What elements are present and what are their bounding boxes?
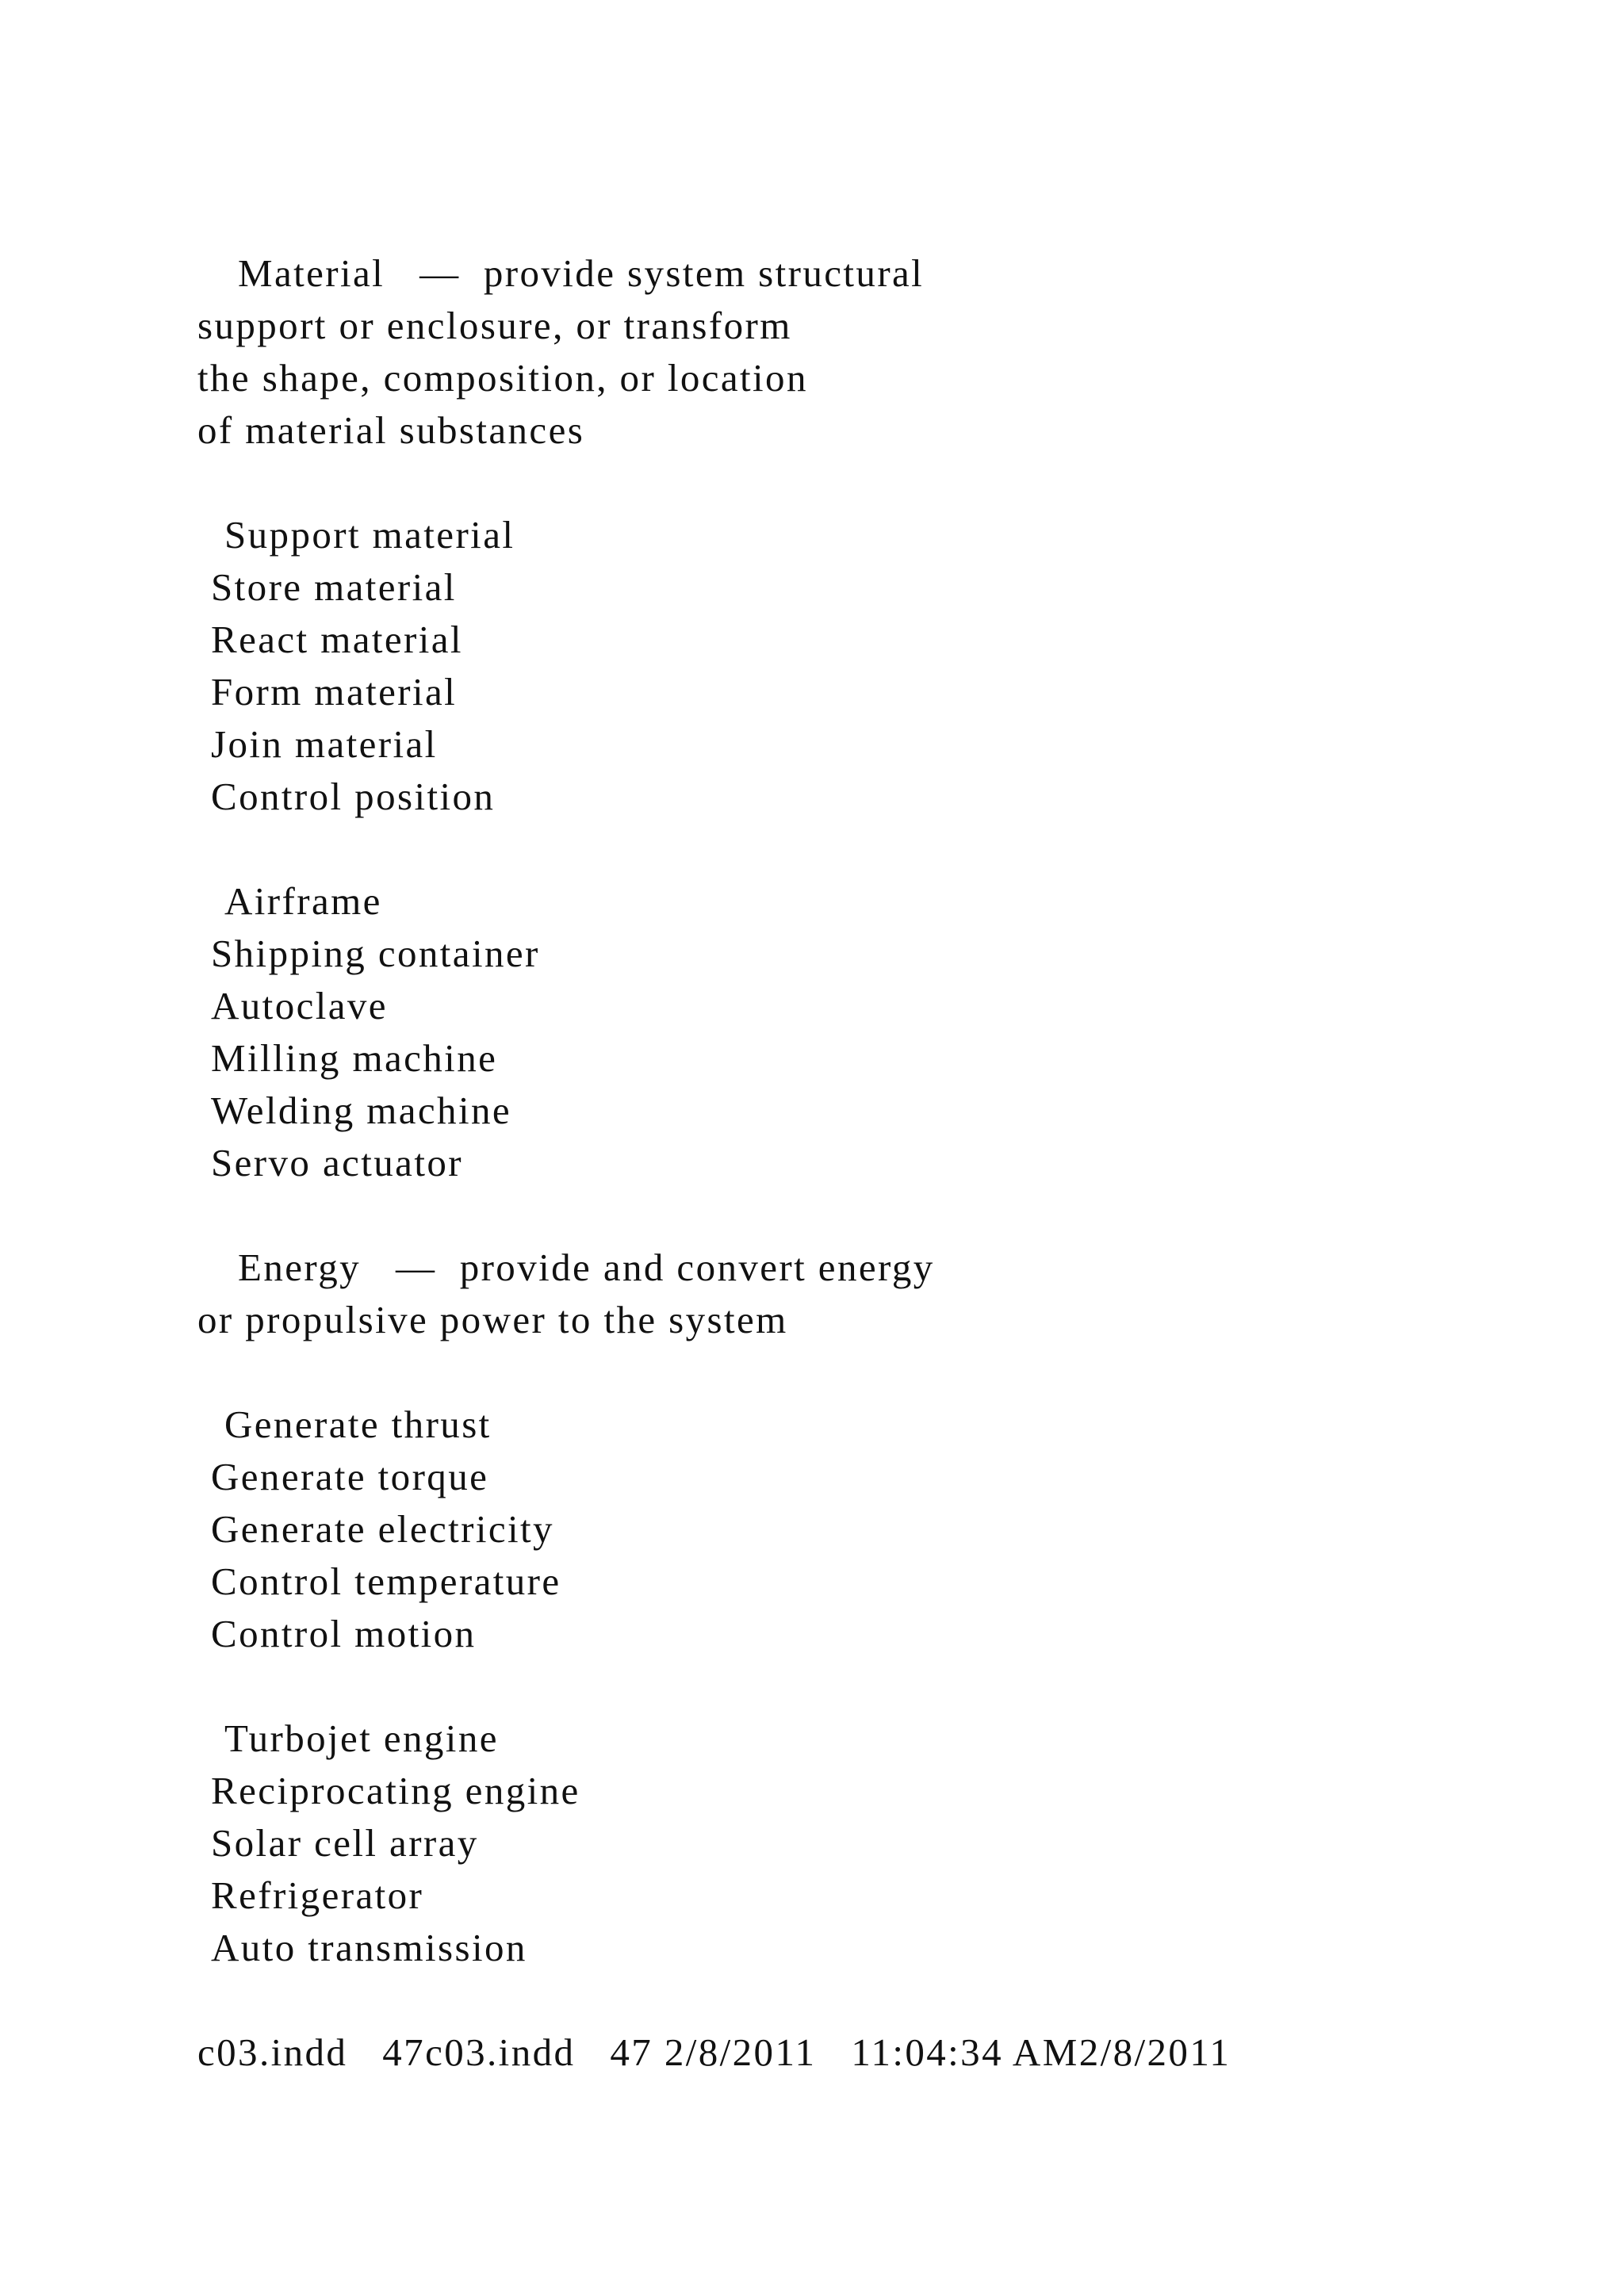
material-function-item: Join material (211, 722, 438, 766)
material-example-item: Milling machine (211, 1036, 498, 1080)
material-example-item: Servo actuator (211, 1141, 463, 1184)
slug-time: 11:04:34 AM (851, 2030, 1079, 2074)
material-example-item: Shipping container (211, 932, 540, 975)
energy-function-item: Generate electricity (211, 1507, 554, 1551)
energy-description-2: or propulsive power to the system (197, 1298, 788, 1341)
energy-function-item: Control temperature (211, 1559, 561, 1603)
slug-filename: c03.indd (425, 2030, 576, 2074)
energy-function-item: Generate torque (211, 1455, 489, 1498)
material-description-3: the shape, composition, or location (197, 356, 808, 400)
material-heading-line (238, 247, 924, 300)
slug-page: 47 (382, 2030, 426, 2074)
energy-function-item: Generate thrust (224, 1402, 492, 1446)
energy-example-item: Turbojet engine (224, 1716, 499, 1760)
slug-date: 2/8/2011 (664, 2030, 817, 2074)
slug-date: 2/8/2011 (1078, 2030, 1231, 2074)
energy-example-item: Solar cell array (211, 1821, 479, 1865)
energy-heading: Energy (238, 1246, 362, 1289)
energy-function-item: Control motion (211, 1612, 477, 1655)
energy-example-item: Refrigerator (211, 1873, 424, 1917)
material-description-1: provide system structural (483, 251, 925, 295)
material-function-item: Form material (211, 670, 458, 714)
material-function-item: Support material (224, 513, 515, 557)
material-description-2: support or enclosure, or transform (197, 304, 792, 347)
em-dash: — (395, 1246, 437, 1289)
print-slug-footer (197, 2026, 1231, 2079)
material-function-item: Control position (211, 775, 496, 818)
energy-heading-line (238, 1242, 935, 1294)
slug-page: 47 (610, 2030, 653, 2074)
material-example-item: Autoclave (211, 984, 388, 1027)
material-example-item: Airframe (224, 879, 382, 923)
em-dash: — (419, 251, 461, 295)
material-function-item: Store material (211, 565, 457, 609)
energy-example-item: Auto transmission (211, 1926, 527, 1969)
material-example-item: Welding machine (211, 1089, 512, 1132)
material-function-item: React material (211, 618, 463, 661)
material-heading: Material (238, 251, 385, 295)
material-description-4: of material substances (197, 408, 585, 452)
energy-description-1: provide and convert energy (459, 1246, 935, 1289)
energy-example-item: Reciprocating engine (211, 1769, 580, 1812)
slug-filename: c03.indd (197, 2030, 348, 2074)
